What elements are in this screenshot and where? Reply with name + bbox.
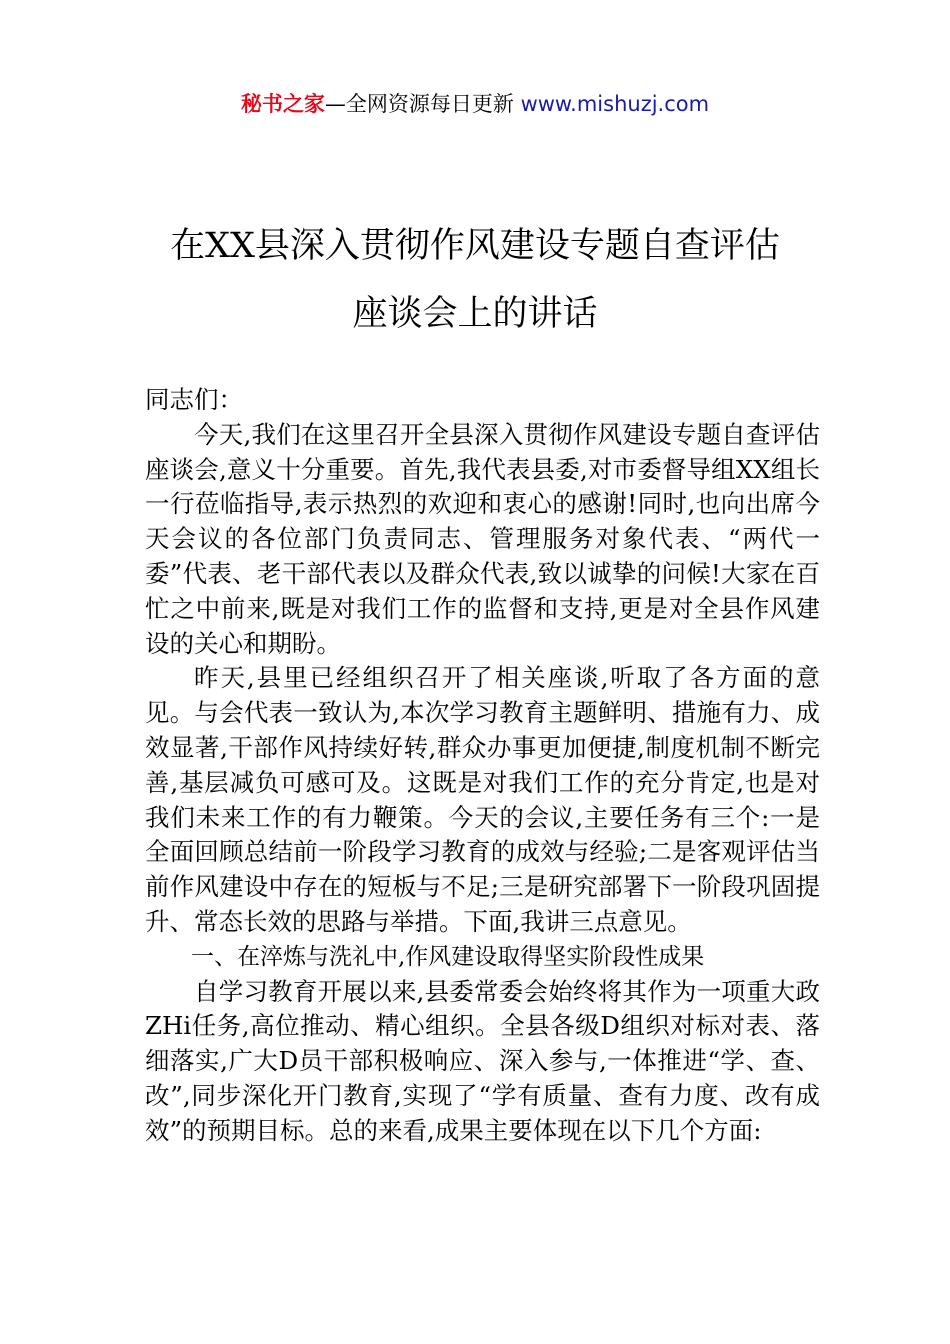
site-url[interactable]: www.mishuzj.com xyxy=(520,92,710,116)
paragraph-opening: 今天,我们在这里召开全县深入贯彻作风建设专题自查评估座谈会,意义十分重要。首先,我代表县委,对市委督导组XX组长一行莅临指导,表示热烈的欢迎和衷心的感谢!同时,也向出席今天会议的各位部门负责同志、管理服务对象代表、“两代一委”代表、老干部代表以及群众代表,致以诚挚的问候!大家在百忙之中前来,既是对我们工作的监督和支持,更是对全县作风建设的关心和期盼。 xyxy=(145,419,820,658)
document-title-line-1: 在XX县深入贯彻作风建设专题自查评估 xyxy=(170,226,780,266)
salutation: 同志们： xyxy=(145,385,243,414)
header-tagline: —全网资源每日更新 xyxy=(324,92,521,116)
document-title-line-2: 座谈会上的讲话 xyxy=(352,294,598,334)
site-header xyxy=(0,88,950,120)
section-heading: 一、在淬炼与洗礼中,作风建设取得坚实阶段性成果 xyxy=(191,943,705,970)
paragraph-agenda: 昨天,县里已经组织召开了相关座谈,听取了各方面的意见。与会代表一致认为,本次学习教育主题鲜明、措施有力、成效显著,干部作风持续好转,群众办事更加便捷,制度机制不断完善,基层减负可感可及。这既是对我们工作的充分肯定,也是对我们未来工作的有力鞭策。今天的会议,主要任务有三个:一是全面回顾总结前一阶段学习教育的成效与经验;二是客观评估当前作风建设中存在的短板与不足;三是研究部署下一阶段巩固提升、常态长效的思路与举措。下面,我讲三点意见。 xyxy=(145,663,820,936)
paragraph-section-one: 自学习教育开展以来,县委常委会始终将其作为一项重大政ZHi任务,高位推动、精心组织。全县各级D组织对标对表、落细落实,广大D员干部积极响应、深入参与,一体推进“学、查、改”,同步深化开门教育,实现了“学有质量、查有力度、改有成效”的预期目标。总的来看,成果主要体现在以下几个方面: xyxy=(145,976,820,1145)
document-body xyxy=(145,383,820,1149)
brand-name: 秘书之家 xyxy=(240,92,325,116)
